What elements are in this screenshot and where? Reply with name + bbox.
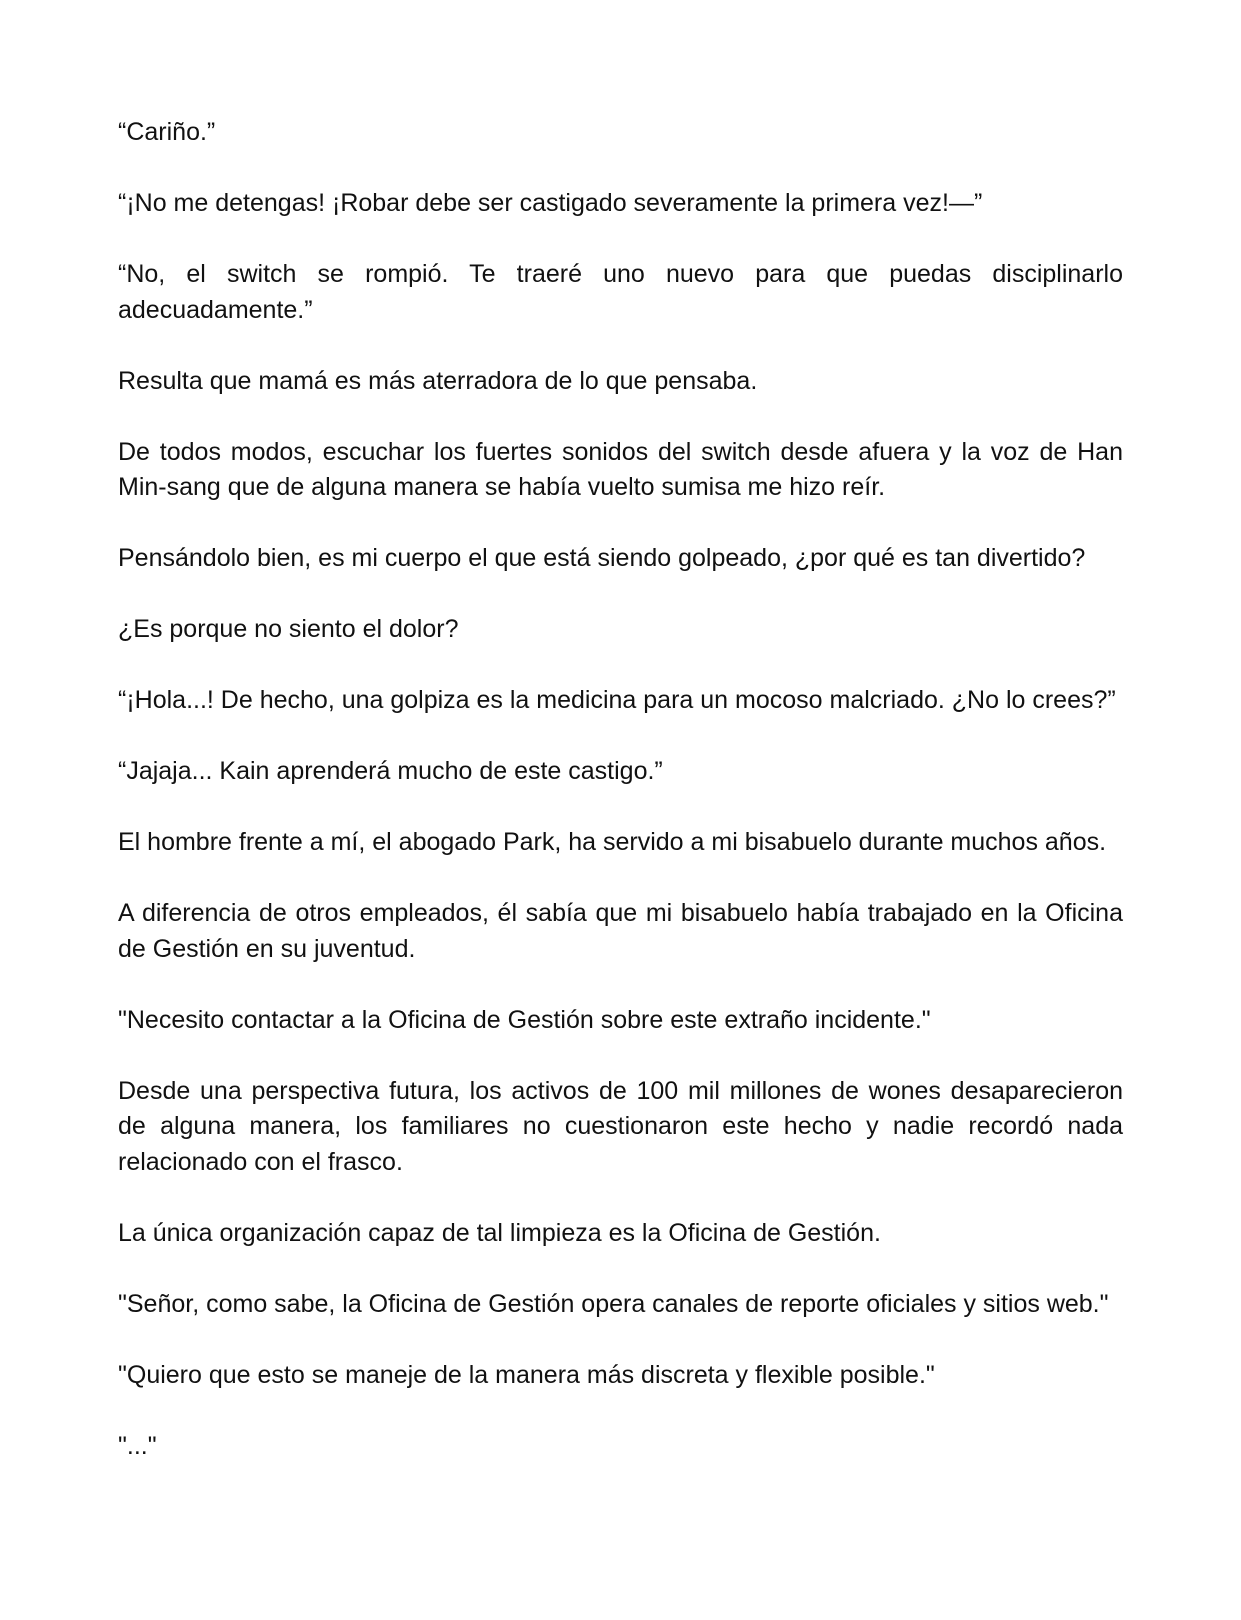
paragraph-8: “¡Hola...! De hecho, una golpiza es la medicina para un mocoso malcriado. ¿No lo crees?” bbox=[118, 686, 1116, 714]
paragraph-14: La única organización capaz de tal limpieza es la Oficina de Gestión. bbox=[118, 1218, 881, 1247]
paragraph-13: Desde una perspectiva futura, los activos de 100 mil millones de wones desaparecieron de alguna manera, los familiares no cuestionaron este hecho y nadie recordó nada relacionado con el frasco. bbox=[118, 1076, 1123, 1176]
paragraph-4: Resulta que mamá es más aterradora de lo que pensaba. bbox=[118, 366, 758, 395]
paragraph-12: "Necesito contactar a la Oficina de Gestión sobre este extraño incidente." bbox=[118, 1005, 931, 1034]
document-page bbox=[118, 115, 1123, 1464]
paragraph-3: “No, el switch se rompió. Te traeré uno nuevo para que puedas disciplinarlo adecuadamente.” bbox=[118, 260, 1123, 324]
paragraph-1: “Cariño.” bbox=[118, 118, 216, 146]
paragraph-9: “Jajaja... Kain aprenderá mucho de este castigo.” bbox=[118, 757, 663, 785]
paragraph-11: A diferencia de otros empleados, él sabía que mi bisabuelo había trabajado en la Oficina de Gestión en su juventud. bbox=[118, 899, 1123, 963]
paragraph-16: "Quiero que esto se maneje de la manera más discreta y flexible posible." bbox=[118, 1360, 935, 1389]
paragraph-2: “¡No me detengas! ¡Robar debe ser castigado severamente la primera vez!—” bbox=[118, 189, 983, 217]
paragraph-7: ¿Es porque no siento el dolor? bbox=[118, 615, 459, 643]
paragraph-5: De todos modos, escuchar los fuertes sonidos del switch desde afuera y la voz de Han Min-sang que de alguna manera se había vuelto sumisa me hizo reír. bbox=[118, 437, 1123, 501]
paragraph-15: "Señor, como sabe, la Oficina de Gestión opera canales de reporte oficiales y sitios web." bbox=[118, 1289, 1109, 1318]
paragraph-10: El hombre frente a mí, el abogado Park, ha servido a mi bisabuelo durante muchos años. bbox=[118, 828, 1107, 856]
paragraph-17: "..." bbox=[118, 1431, 157, 1460]
paragraph-6: Pensándolo bien, es mi cuerpo el que está siendo golpeado, ¿por qué es tan divertido? bbox=[118, 544, 1086, 572]
